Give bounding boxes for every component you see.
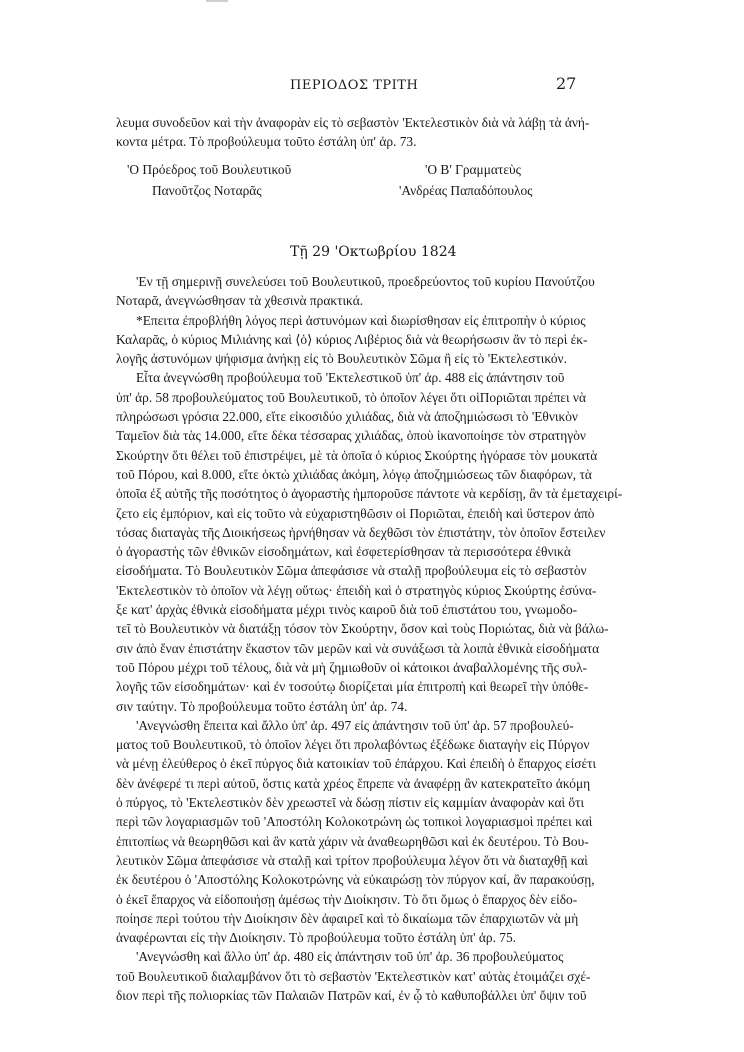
text-line: 'Εκτελεστικὸν τὸ ὁποῖον νὰ λέγῃ οὕτως· ἐπειδὴ καὶ ὁ στρατηγὸς κύριος Σκούρτης ἐσύνα- (116, 582, 597, 598)
text-line: λογῆς ἀστυνόμων ψήφισμα ἀνήκῃ εἰς τὸ Βουλευτικὸν Σῶμα ἢ εἰς τὸ 'Εκτελεστικόν. (116, 351, 567, 367)
text-line: πληρώσωσι γρόσια 22.000, εἴτε εἰκοσιδύο χιλιάδας, διὰ νὰ ἀποζημιώσωσι τὸ 'Εθνικὸν (116, 409, 578, 425)
text-line: λευμα συνοδεῦον καὶ τὴν ἀναφορὰν εἰς τὸ σεβαστὸν 'Εκτελεστικὸν διὰ νὰ λάβῃ τὰ ἀνή- (116, 115, 590, 130)
text-line: ἐκ δευτέρου ὁ 'Αποστόλης Κολοκοτρώνης νὰ εὐκαιρώσῃ τὸν πύργον καί, ἂν παρακούσῃ, (116, 872, 595, 888)
text-line: διον περὶ τῆς πολιορκίας τῶν Παλαιῶν Πατρῶν καί, ἐν ᾧ τὸ καθυποβάλλει ὑπ' ὄψιν τοῦ (116, 987, 587, 1003)
text-line: Ταμεῖον διὰ τὰς 14.000, εἴτε δέκα τέσσαρας χιλιάδας, ὁποὺ ἱκανοποίησε τὸν στρατηγὸν (116, 428, 586, 444)
text-line: ξε κατ' ἀρχὰς ἐθνικὰ εἰσοδήματα μέχρι τινὸς καιροῦ διὰ τοῦ ἐπιστάτου του, γνωμοδο- (116, 602, 578, 618)
text-line: ζετο εἰς ἐμπόριον, καὶ εἰς τοῦτο νὰ εὐχαριστηθῶσιν οἱ Ποριῶται, ἐπειδὴ καὶ ὕστερον ἀπὸ (116, 505, 595, 521)
text-line: 'Ανεγνώσθη ἔπειτα καὶ ἄλλο ὑπ' ἀρ. 497 εἰς ἀπάντησιν τοῦ ὑπ' ἀρ. 57 προβουλεύ- (136, 717, 574, 733)
text-line: ἀναφέρωνται εἰς τὴν Διοίκησιν. Τὸ προβούλευμα τοῦτο ἐστάλη ὑπ' ἀρ. 75. (116, 930, 517, 946)
text-line: τοῦ Βουλευτικοῦ διαλαμβάνον ὅτι τὸ σεβαστὸν 'Εκτελεστικὸν κατ' αὐτὰς ἑτοιμάζει σχέ- (116, 968, 591, 984)
session-minutes-body (116, 272, 622, 1005)
text-line: 'Ανεγνώσθη καὶ ἄλλο ὑπ' ἀρ. 480 εἰς ἀπάντησιν τοῦ ὑπ' ἀρ. 36 προβουλεύματος (136, 949, 564, 965)
text-line: νὰ μένῃ ἐλεύθερος ὁ ἐκεῖ πύργος διὰ κατοικίαν τοῦ ἐπάρχου. Καὶ ἐπειδὴ ὁ ἔπαρχος εἰσέτι (116, 756, 597, 772)
text-line: Καλαρᾶς, ὁ κύριος Μιλιάνης καὶ ⟨ὁ⟩ κύριος Λιβέριος διὰ νὰ θεωρήσωσιν ἂν τὸ περὶ ἐκ- (116, 331, 588, 347)
text-line: ὁ ἀγοραστὴς τῶν ἐθνικῶν εἰσοδημάτων, καὶ ἐσφετερίσθησαν τὰ περισσότερα ἐθνικὰ (116, 544, 571, 560)
text-line: ὁποῖα ἐξ αὐτῆς τῆς ποσότητος ὁ ἀγοραστὴς ἠμποροῦσε πάντοτε νὰ κερδίσῃ, ἂν τὰ ἐμεταχειρί- (116, 486, 623, 502)
secretary-name: 'Ανδρέας Παπαδόπουλος (399, 183, 533, 198)
president-title: 'Ο Πρόεδρος τοῦ Βουλευτικοῦ (127, 162, 292, 177)
date-heading: Τῇ 29 'Οκτωβρίου 1824 (290, 244, 457, 260)
running-title: ΠΕΡΙΟΔΟΣ ΤΡΙΤΗ (290, 78, 419, 93)
text-line: Εἶτα ἀνεγνώσθη προβούλευμα τοῦ 'Εκτελεστικοῦ ὑπ' ἀρ. 488 εἰς ἀπάντησιν τοῦ (136, 370, 565, 386)
text-line: 'Εν τῇ σημερινῇ συνελεύσει τοῦ Βουλευτικοῦ, προεδρεύοντος τοῦ κυρίου Πανούτζου (136, 274, 595, 289)
page-number: 27 (556, 74, 577, 93)
text-line: τοῦ Πόρου μέχρι τοῦ τέλους, διὰ νὰ μὴ ζημιωθοῦν οἱ κάτοικοι ἀναβαλλομένης τῆς συλ- (116, 659, 588, 675)
text-line: ματος τοῦ Βουλευτικοῦ, τὸ ὁποῖον λέγει ὅτι προλαβόντως ἐξέδωκε διαταγὴν εἰς Πύργον (116, 737, 590, 753)
text-line: Νοταρᾶ, ἀνεγνώσθησαν τὰ χθεσινὰ πρακτικά. (116, 293, 364, 309)
text-line: τεῖ τὸ Βουλευτικὸν νὰ διατάξῃ τόσον τὸν Σκούρτην, ὅσον καὶ τοὺς Ποριώτας, διὰ νὰ βάλω- (116, 621, 609, 637)
text-line: ποίησε περὶ τούτου τὴν Διοίκησιν δὲν ἀφαιρεῖ καὶ τὸ δικαίωμα τῶν ἐπαρχιωτῶν νὰ μὴ (116, 910, 579, 926)
text-line: τόσας διαταγὰς τῆς Διοικήσεως ἠρνήθησαν νὰ δεχθῶσι τὸν ἐπιστάτην, τὸν ὁποῖον ἔστειλεν (116, 524, 606, 540)
text-line: κοντα μέτρα. Τὸ προβούλευμα τοῦτο ἐστάλη ὑπ' ἀρ. 73. (116, 134, 417, 150)
text-line: Σκούρτην ὅτι θέλει τοῦ ἐπιστρέψει, μὲ τὰ ὁποῖα ὁ κύριος Σκούρτης ἠγόρασε τὸν μουκατὰ (116, 447, 598, 463)
president-name: Πανοῦτζος Νοταρᾶς (152, 183, 262, 198)
text-line: ὁ πύργος, τὸ 'Εκτελεστικὸν δὲν χρεωστεῖ νὰ δώσῃ πίστιν εἰς καμμίαν ἀναφορὰν καὶ ὅτι (116, 795, 585, 811)
text-line: τοῦ Πόρου, καὶ 8.000, εἴτε ὀκτὼ χιλιάδας ἀκόμη, λόγῳ ἀποζημιώσεως τῶν διαφόρων, τὰ (116, 466, 592, 482)
text-line: *Επειτα ἐπροβλήθη λόγος περὶ ἀστυνόμων καὶ διωρίσθησαν εἰς ἐπιτροπὴν ὁ κύριος (136, 312, 586, 328)
text-line: σιν ἀπὸ ἕναν ἐπιστάτην ἕκαστον τῶν μερῶν καὶ νὰ συνάξωσι τὰ λοιπὰ ἐθνικὰ εἰσοδήματα (116, 640, 600, 656)
text-line: περὶ τῶν λογαριασμῶν τοῦ 'Αποστόλη Κολοκοτρώνη ὡς τοπικοὶ λογαριασμοὶ πρέπει καὶ (116, 814, 593, 830)
scan-edge-mark (206, 0, 228, 2)
continued-paragraph (116, 113, 589, 152)
text-line: δὲν ἀνέφερέ τι περὶ αὐτοῦ, ὅστις κατὰ χρέος ἔπρεπε νὰ ἀναφέρῃ ἂν κατεκρατεῖτο ἀκόμη (116, 775, 591, 791)
secretary-title: 'Ο Β' Γραμματεὺς (425, 162, 521, 177)
text-line: ἐπιτοπίως νὰ θεωρηθῶσι καὶ ἂν κατὰ χάριν νὰ ἀναθεωρηθῶσι καὶ ἐκ δευτέρου. Τὸ Βου- (116, 833, 589, 849)
text-line: σιν ταύτην. Τὸ προβούλευμα τοῦτο ἐστάλη ὑπ' ἀρ. 74. (116, 698, 408, 714)
text-line: ὁ ἐκεῖ ἔπαρχος νὰ εἰδοποιήσῃ ἀμέσως τὴν Διοίκησιν. Τὸ ὅτι ὅμως ὁ ἔπαρχος δὲν εἰδο- (116, 891, 578, 907)
text-line: λογῆς τῶν εἰσοδημάτων· καὶ ἐν τοσούτῳ διορίζεται μία ἐπιτροπὴ καὶ θεωρεῖ τὴν ὑπόθε- (116, 679, 589, 695)
text-line: λευτικὸν Σῶμα ἀπεφάσισε νὰ σταλῇ καὶ τρίτον προβούλευμα λέγον ὅτι νὰ διαταχθῇ καὶ (116, 852, 588, 868)
text-line: ὑπ' ἀρ. 58 προβουλεύματος τοῦ Βουλευτικοῦ, τὸ ὁποῖον λέγει ὅτι οἱΠοριῶται πρέπει νὰ (116, 389, 586, 405)
text-line: εἰσοδήματα. Τὸ Βουλευτικὸν Σῶμα ἀπεφάσισε νὰ σταλῇ προβούλευμα εἰς τὸ σεβαστὸν (116, 563, 587, 579)
